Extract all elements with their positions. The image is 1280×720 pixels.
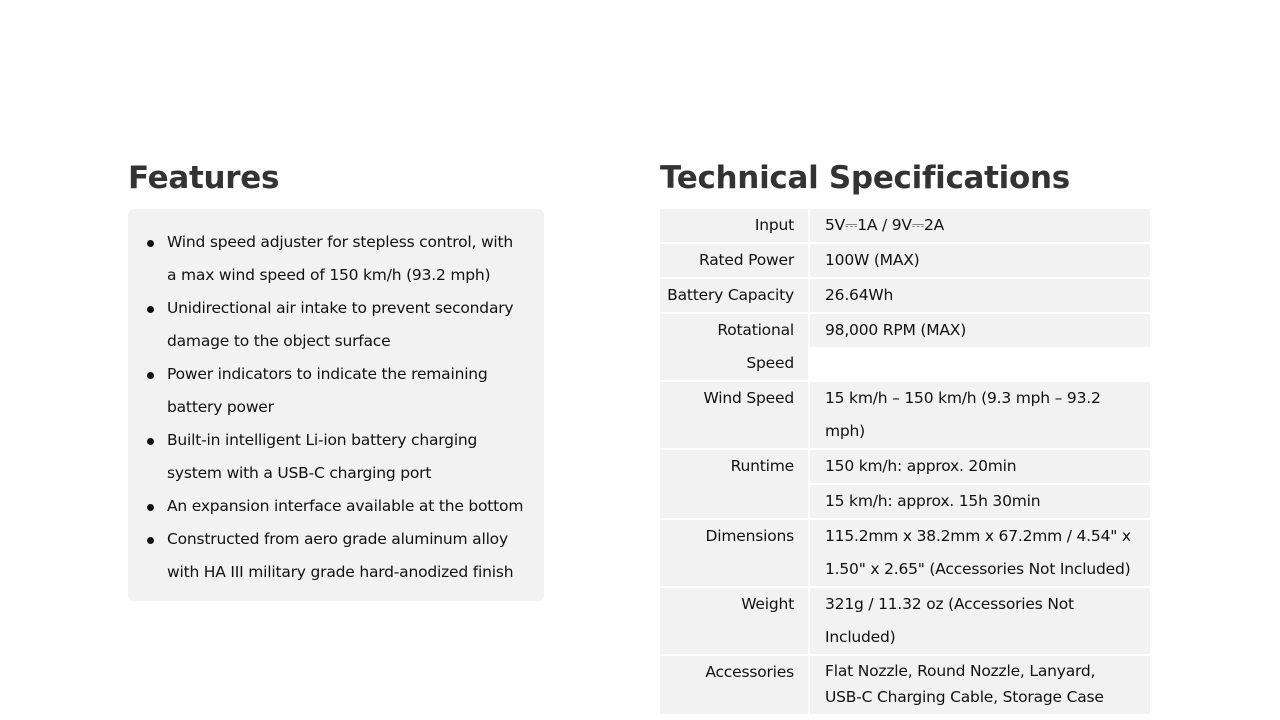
spec-label: Wind Speed (660, 382, 810, 448)
spec-value-line: Flat Nozzle, Round Nozzle, Lanyard, (825, 662, 1096, 680)
spec-row-accessories (660, 656, 1150, 714)
feature-item: Power indicators to indicate the remaining battery power (167, 358, 526, 424)
spec-row-runtime (660, 450, 1150, 520)
spec-label: Input (660, 209, 810, 242)
spec-value: 15 km/h: approx. 15h 30min (810, 483, 1150, 518)
spec-label: Dimensions (660, 520, 810, 586)
feature-item: An expansion interface available at the bottom (167, 490, 526, 523)
specs-title: Technical Specifications (660, 160, 1070, 196)
spec-value: 150 km/h: approx. 20min (810, 450, 1150, 483)
feature-item: Constructed from aero grade aluminum alloy with HA III military grade hard-anodized finish (167, 523, 526, 589)
spec-label: Accessories (660, 656, 810, 714)
spec-row-dimensions (660, 520, 1150, 588)
bullet-icon (147, 372, 154, 379)
bullet-icon (147, 306, 154, 313)
feature-item: Wind speed adjuster for stepless control, with a max wind speed of 150 km/h (93.2 mph) (167, 226, 526, 292)
spec-row-rotational-speed (660, 314, 1150, 382)
feature-item: Built-in intelligent Li-ion battery charging system with a USB-C charging port (167, 424, 526, 490)
bullet-icon (147, 240, 154, 247)
specs-table (660, 209, 1150, 706)
spec-row-weight (660, 588, 1150, 656)
spec-label: Rated Power (660, 244, 810, 277)
spec-row-rated-power (660, 244, 1150, 279)
spec-value: 5V⎓1A / 9V⎓2A (810, 209, 1150, 242)
spec-label: Weight (660, 588, 810, 654)
features-title: Features (128, 160, 280, 196)
spec-value: 26.64Wh (810, 279, 1150, 312)
spec-row-battery-capacity (660, 279, 1150, 314)
spec-value: 321g / 11.32 oz (Accessories Not Included) (810, 588, 1150, 654)
spec-value (810, 656, 1150, 714)
spec-row-input (660, 209, 1150, 244)
spec-value: 115.2mm x 38.2mm x 67.2mm / 4.54" x 1.50" x 2.65" (Accessories Not Included) (810, 520, 1150, 586)
spec-value: 98,000 RPM (MAX) (810, 314, 1150, 347)
features-panel (128, 209, 544, 601)
bullet-icon (147, 537, 154, 544)
bullet-icon (147, 504, 154, 511)
spec-value: 100W (MAX) (810, 244, 1150, 277)
spec-label: Rotational Speed (660, 314, 810, 380)
spec-value: 15 km/h – 150 km/h (9.3 mph – 93.2 mph) (810, 382, 1150, 448)
spec-label: Runtime (660, 450, 810, 518)
features-list (128, 209, 544, 589)
spec-value-line: USB-C Charging Cable, Storage Case (825, 688, 1104, 706)
spec-row-wind-speed (660, 382, 1150, 450)
feature-item: Unidirectional air intake to prevent secondary damage to the object surface (167, 292, 526, 358)
spec-label: Battery Capacity (660, 279, 810, 312)
bullet-icon (147, 438, 154, 445)
